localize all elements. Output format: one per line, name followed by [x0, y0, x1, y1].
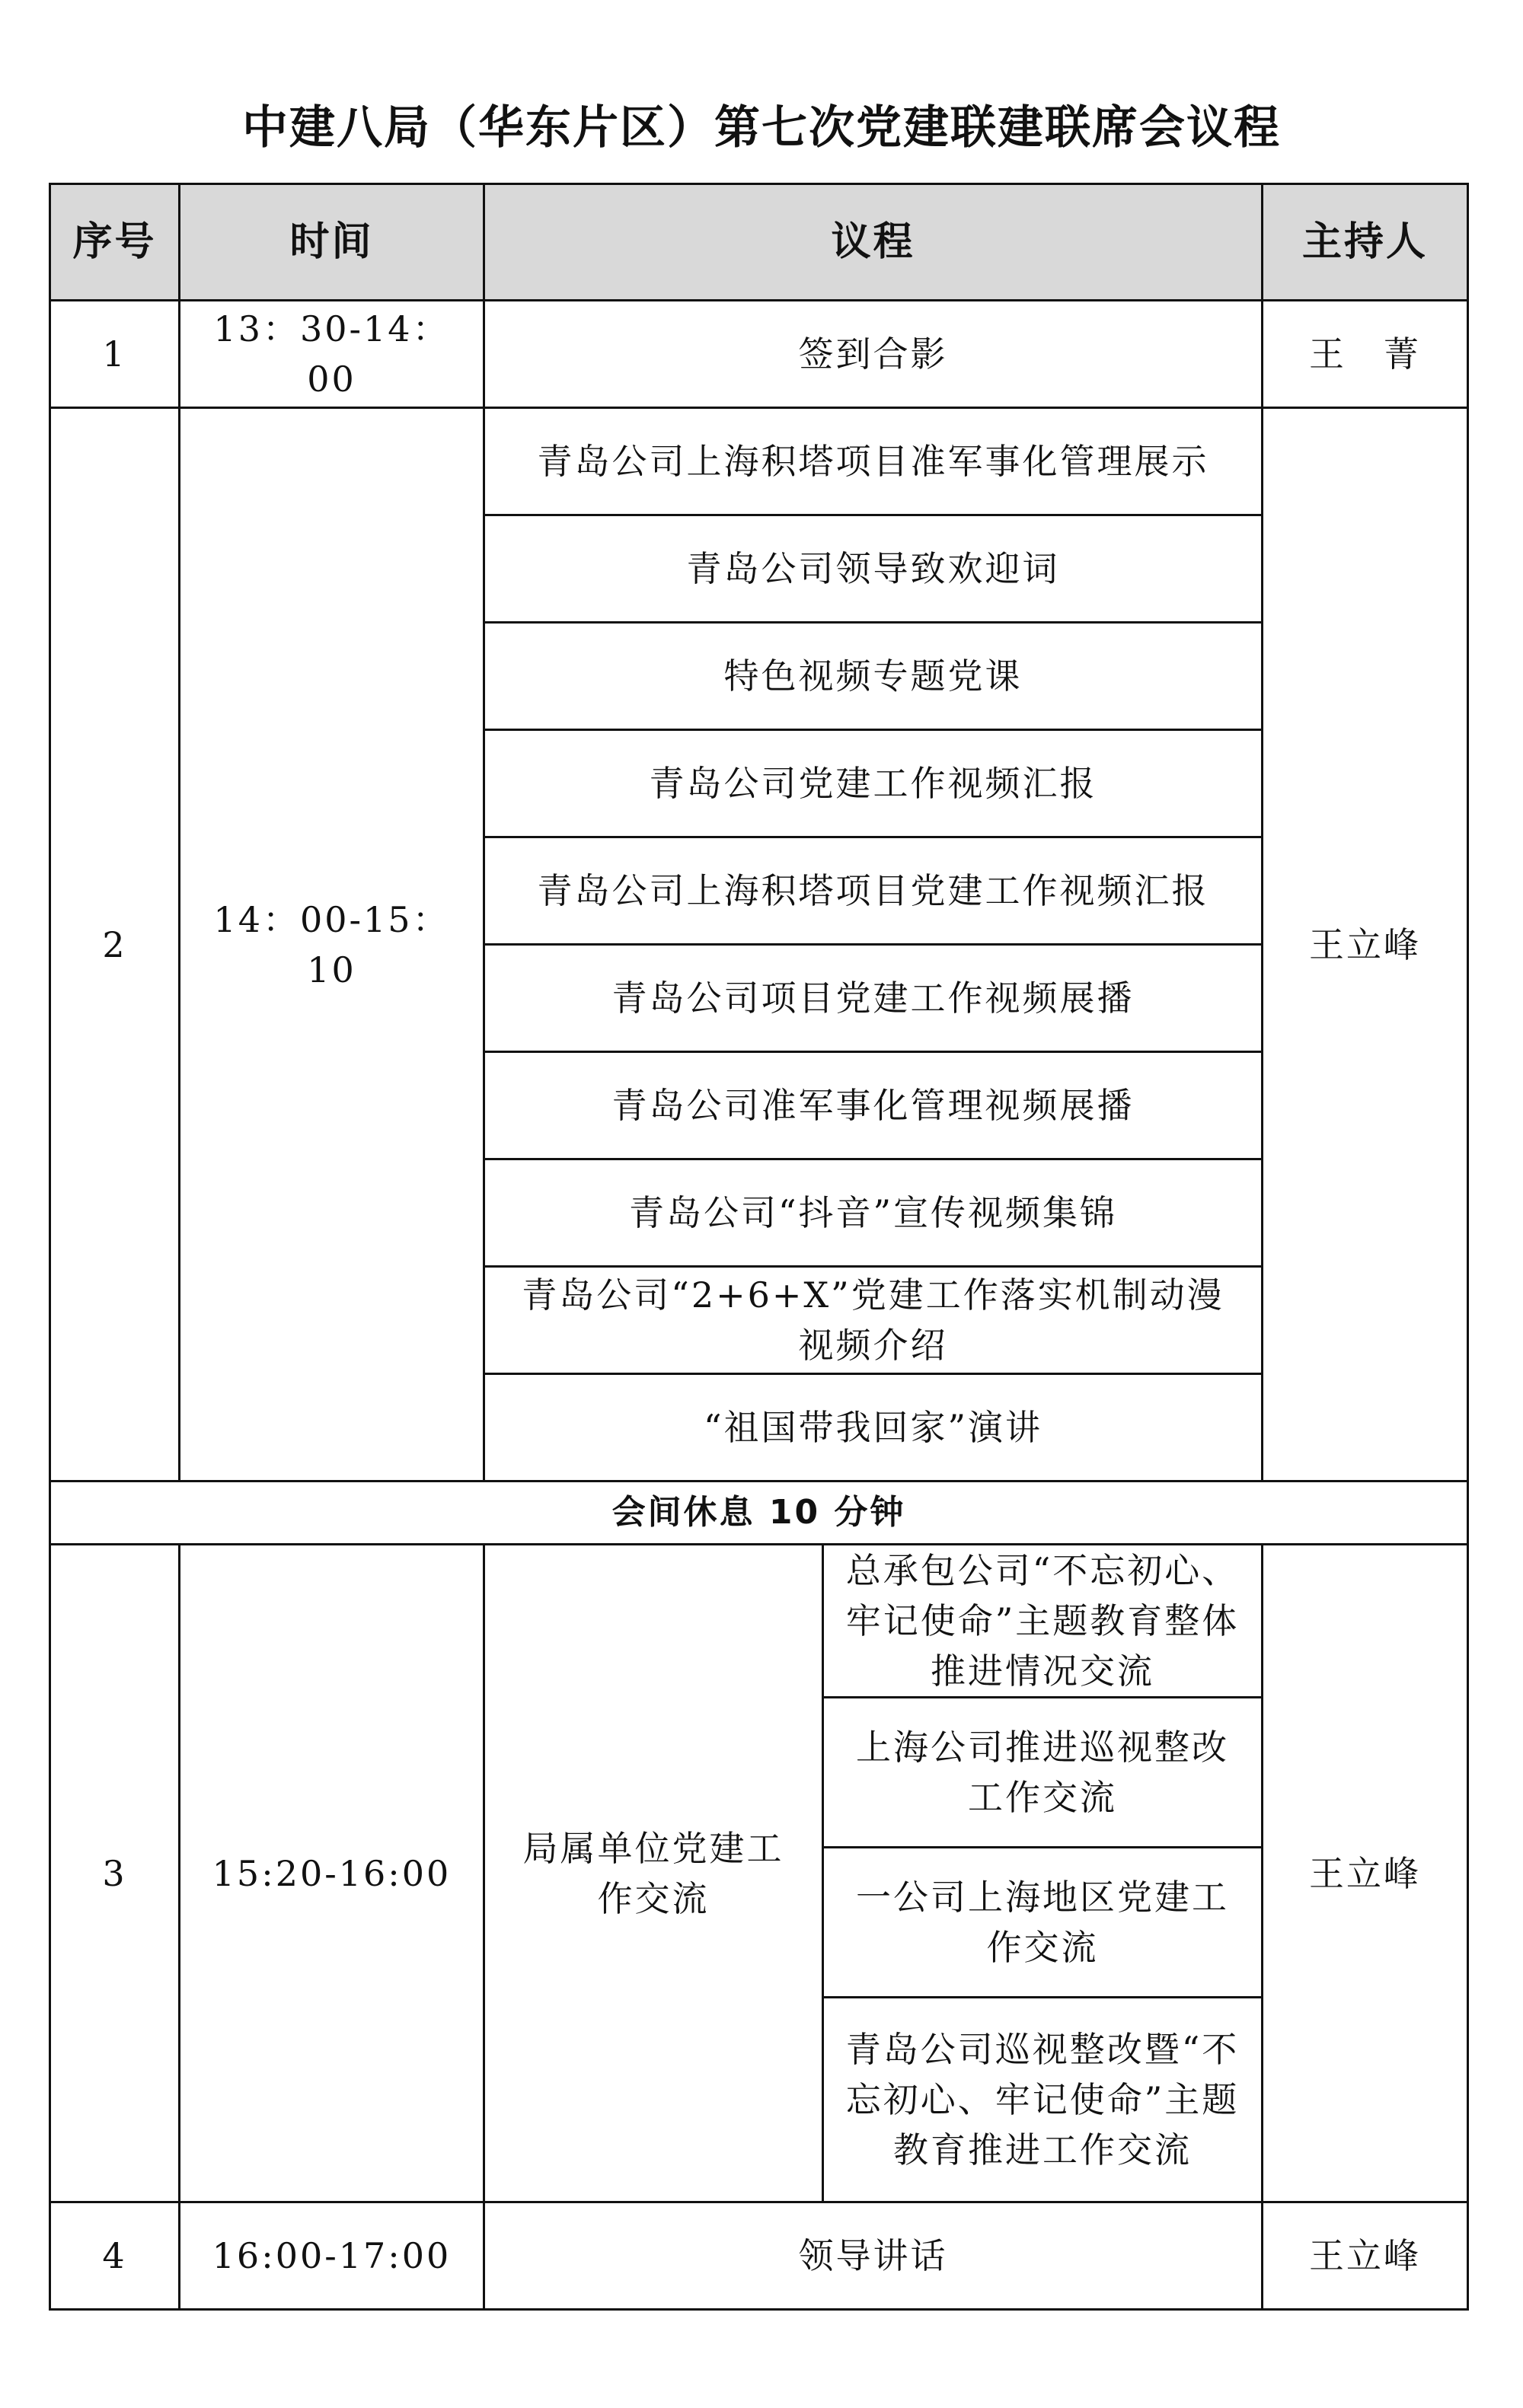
header-agenda: 议程	[484, 184, 1263, 301]
agenda-item: 签到合影	[484, 301, 1263, 408]
row-host: 王立峰	[1263, 1545, 1468, 2202]
agenda-item: 上海公司推进巡视整改工作交流	[823, 1698, 1263, 1848]
agenda-item: 青岛公司党建工作视频汇报	[484, 730, 1263, 837]
agenda-item: “祖国带我回家”演讲	[484, 1374, 1263, 1481]
row-time: 13：30-14：00	[180, 301, 484, 408]
table-row	[50, 301, 1468, 408]
agenda-item: 一公司上海地区党建工作交流	[823, 1848, 1263, 1998]
row-time: 14：00-15：10	[180, 408, 484, 1481]
row-number: 1	[50, 301, 180, 408]
header-row	[50, 184, 1468, 301]
agenda-item: 青岛公司项目党建工作视频展播	[484, 945, 1263, 1052]
row-host: 王立峰	[1263, 2202, 1468, 2310]
agenda-item: 领导讲话	[484, 2202, 1263, 2310]
agenda-item: 总承包公司“不忘初心、牢记使命”主题教育整体推进情况交流	[823, 1545, 1263, 1698]
header-host: 主持人	[1263, 184, 1468, 301]
agenda-item: 青岛公司“2+6+X”党建工作落实机制动漫视频介绍	[484, 1267, 1263, 1374]
row-host: 王立峰	[1263, 408, 1468, 1481]
row-time: 16:00-17:00	[180, 2202, 484, 2310]
agenda-item: 青岛公司领导致欢迎词	[484, 515, 1263, 623]
agenda-group: 局属单位党建工作交流	[484, 1545, 823, 2202]
break-text: 会间休息 10 分钟	[50, 1481, 1468, 1545]
header-time: 时间	[180, 184, 484, 301]
table-row	[50, 408, 1468, 515]
break-row	[50, 1481, 1468, 1545]
row-number: 4	[50, 2202, 180, 2310]
row-number: 3	[50, 1545, 180, 2202]
table-row	[50, 1545, 1468, 1698]
agenda-item: 青岛公司“抖音”宣传视频集锦	[484, 1159, 1263, 1267]
row-number: 2	[50, 408, 180, 1481]
agenda-item: 青岛公司巡视整改暨“不忘初心、牢记使命”主题教育推进工作交流	[823, 1998, 1263, 2202]
header-no: 序号	[50, 184, 180, 301]
agenda-table	[49, 183, 1469, 2311]
agenda-item: 青岛公司上海积塔项目党建工作视频汇报	[484, 837, 1263, 945]
row-host: 王 菁	[1263, 301, 1468, 408]
table-row	[50, 2202, 1468, 2310]
agenda-item: 青岛公司准军事化管理视频展播	[484, 1052, 1263, 1159]
row-time: 15:20-16:00	[180, 1545, 484, 2202]
agenda-item: 青岛公司上海积塔项目准军事化管理展示	[484, 408, 1263, 515]
page-title: 中建八局（华东片区）第七次党建联建联席会议程	[242, 101, 1281, 155]
agenda-item: 特色视频专题党课	[484, 623, 1263, 730]
